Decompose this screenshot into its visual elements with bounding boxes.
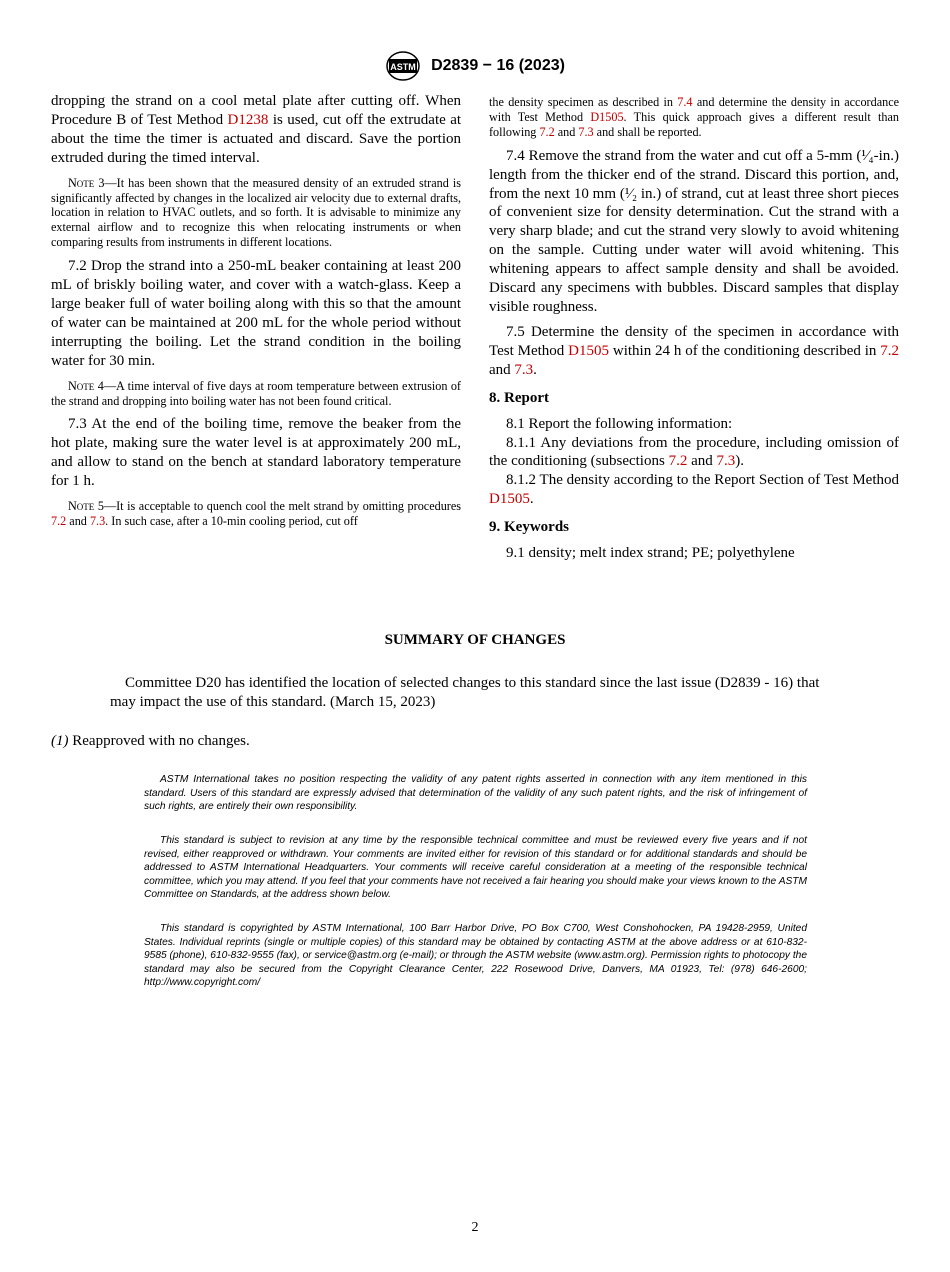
page-header bbox=[0, 50, 950, 82]
link-d1238[interactable]: D1238 bbox=[227, 111, 269, 128]
section-heading-report: 8. Report bbox=[489, 389, 549, 406]
link-7-3[interactable]: 7.3 bbox=[514, 361, 534, 378]
paragraph-7-4: 7.4 Remove the strand from the water and cut off a 5-mm (¹⁄₄-in.) length from the thicker end of the strand. Discard this portion, and, from the next 10 mm (¹⁄₂ in.) of strand, cut at least three short pieces of convenient size for density determination. Cut the strand with a very sharp blade; and cut the strand very slowly to avoid whitening on the sample. Cutting under water will avoid whitening. This whitening appears to affect sample density and shall be avoided. Discard any specimens with bubbles. Discard samples that display visible roughness. bbox=[489, 147, 899, 315]
section-heading-keywords: 9. Keywords bbox=[489, 519, 569, 536]
summary-of-changes-body: Committee D20 has identified the location of selected changes to this standard since the last issue (D2839 - 16) that may impact the use of this standard. (March 15, 2023) bbox=[110, 675, 820, 710]
link-d1505[interactable]: D1505 bbox=[590, 109, 624, 124]
legal-copyright-notice: This standard is copyrighted by ASTM International, 100 Barr Harbor Drive, PO Box C700, West Conshohocken, PA 19428-2959, United States. Individual reprints (single or multiple copies) of this standard may be obtained by contacting ASTM at the above address or at 610-832-9585 (phone), 610-832-9555 (fax), or service@astm.org (e-mail); or through the ASTM website (www.astm.org). Permission rights to photocopy the standard may also be secured from the Copyright Clearance Center, 222 Rosewood Drive, Danvers, MA 01923, Tel: (978) 646-2600; http://www.copyright.com/ bbox=[144, 923, 807, 988]
astm-logo bbox=[385, 50, 421, 82]
summary-of-changes-title: SUMMARY OF CHANGES bbox=[384, 632, 566, 648]
paragraph-7-2: 7.2 Drop the strand into a 250-mL beaker containing at least 200 mL of briskly boiling water, and cover with a watch-glass. Keep a large beaker full of water boiling along with this so that the amount of water can be maintained at 200 mL for the whole period without interrupting the boiling. Let the strand condition in the boiling water for 30 min. bbox=[51, 258, 461, 369]
link-7-3[interactable]: 7.3 bbox=[578, 124, 594, 139]
link-7-3[interactable]: 7.3 bbox=[89, 513, 106, 528]
legal-patent-notice: ASTM International takes no position respecting the validity of any patent rights asserted in connection with any item mentioned in this standard. Users of this standard are expressly advised that determination of the validity of any such patent rights, and the risk of infringement of such rights, are entirely their own responsibility. bbox=[144, 774, 807, 812]
note-5-continued: the density specimen as described in 7.4 and determine the density in accordance with Test Method D1505. This quick approach gives a different result than following 7.2 and 7.3 and shall be reported. bbox=[489, 95, 900, 139]
link-d1505[interactable]: D1505 bbox=[489, 491, 530, 508]
standard-designation: D2839 − 16 (2023) bbox=[431, 57, 565, 74]
note-4: Note 4—A time interval of five days at room temperature between extrusion of the strand and dropping into boiling water has not been found critical. bbox=[51, 378, 461, 408]
paragraph-7-3: 7.3 At the end of the boiling time, remove the beaker from the hot plate, making sure the water level is at approximately 200 mL, and allow to stand on the bench at standard laboratory temperature for 1 h. bbox=[51, 416, 461, 490]
link-7-2[interactable]: 7.2 bbox=[51, 513, 67, 528]
paragraph-9-1: 9.1 density; melt index strand; PE; polyethylene bbox=[506, 545, 795, 562]
link-7-2[interactable]: 7.2 bbox=[539, 124, 555, 139]
paragraph-7-1-continued: dropping the strand on a cool metal plate after cutting off. When Procedure B of Test Method D1238 is used, cut off the extrudate at about the time the timer is actuated and discard. Save the portion extruded during the timed interval. bbox=[51, 93, 462, 166]
svg-text:ASTM: ASTM bbox=[390, 62, 416, 72]
note-3: Note 3—It has been shown that the measured density of an extruded strand is significantly affected by changes in the localized air velocity due to external drafts, location in relation to HVAC outlets, and so forth. It is advisable to minimize any external airflow and to recognize this when relocating instruments or when comparing results from instruments in different locations. bbox=[51, 175, 462, 250]
paragraph-8-1-1: 8.1.1 Any deviations from the procedure, including omission of the conditioning (subsections 7.2 and 7.3). bbox=[489, 434, 899, 470]
summary-change-item: (1) Reapproved with no changes. bbox=[51, 733, 250, 749]
link-7-3[interactable]: 7.3 bbox=[716, 453, 736, 470]
left-column bbox=[51, 92, 461, 536]
page-number: 2 bbox=[471, 1220, 479, 1235]
legal-revision-notice: This standard is subject to revision at any time by the responsible technical committee and must be reviewed every five years and if not revised, either reapproved or withdrawn. Your comments are invited either for revision of this standard or for additional standards and should be addressed to ASTM International Headquarters. Your comments will receive careful consideration at a meeting of the responsible technical committee, which you may attend. If you feel that your comments have not received a fair hearing you should make your views known to the ASTM Committee on Standards, at the address shown below. bbox=[144, 835, 807, 900]
paragraph-8-1: 8.1 Report the following information: bbox=[506, 415, 733, 432]
link-7-2[interactable]: 7.2 bbox=[668, 453, 688, 470]
paragraph-8-1-2: 8.1.2 The density according to the Report Section of Test Method D1505. bbox=[489, 472, 899, 508]
right-column bbox=[489, 92, 899, 569]
link-7-4[interactable]: 7.4 bbox=[677, 95, 693, 109]
note-5: Note 5—It is acceptable to quench cool the melt strand by omitting procedures 7.2 and 7.3. In such case, after a 10-min cooling period, cut off bbox=[51, 499, 462, 528]
link-d1505[interactable]: D1505 bbox=[568, 342, 609, 359]
paragraph-7-5: 7.5 Determine the density of the specimen in accordance with Test Method D1505 within 24 h of the conditioning described in 7.2 and 7.3. bbox=[489, 323, 900, 378]
link-7-2[interactable]: 7.2 bbox=[880, 342, 900, 359]
